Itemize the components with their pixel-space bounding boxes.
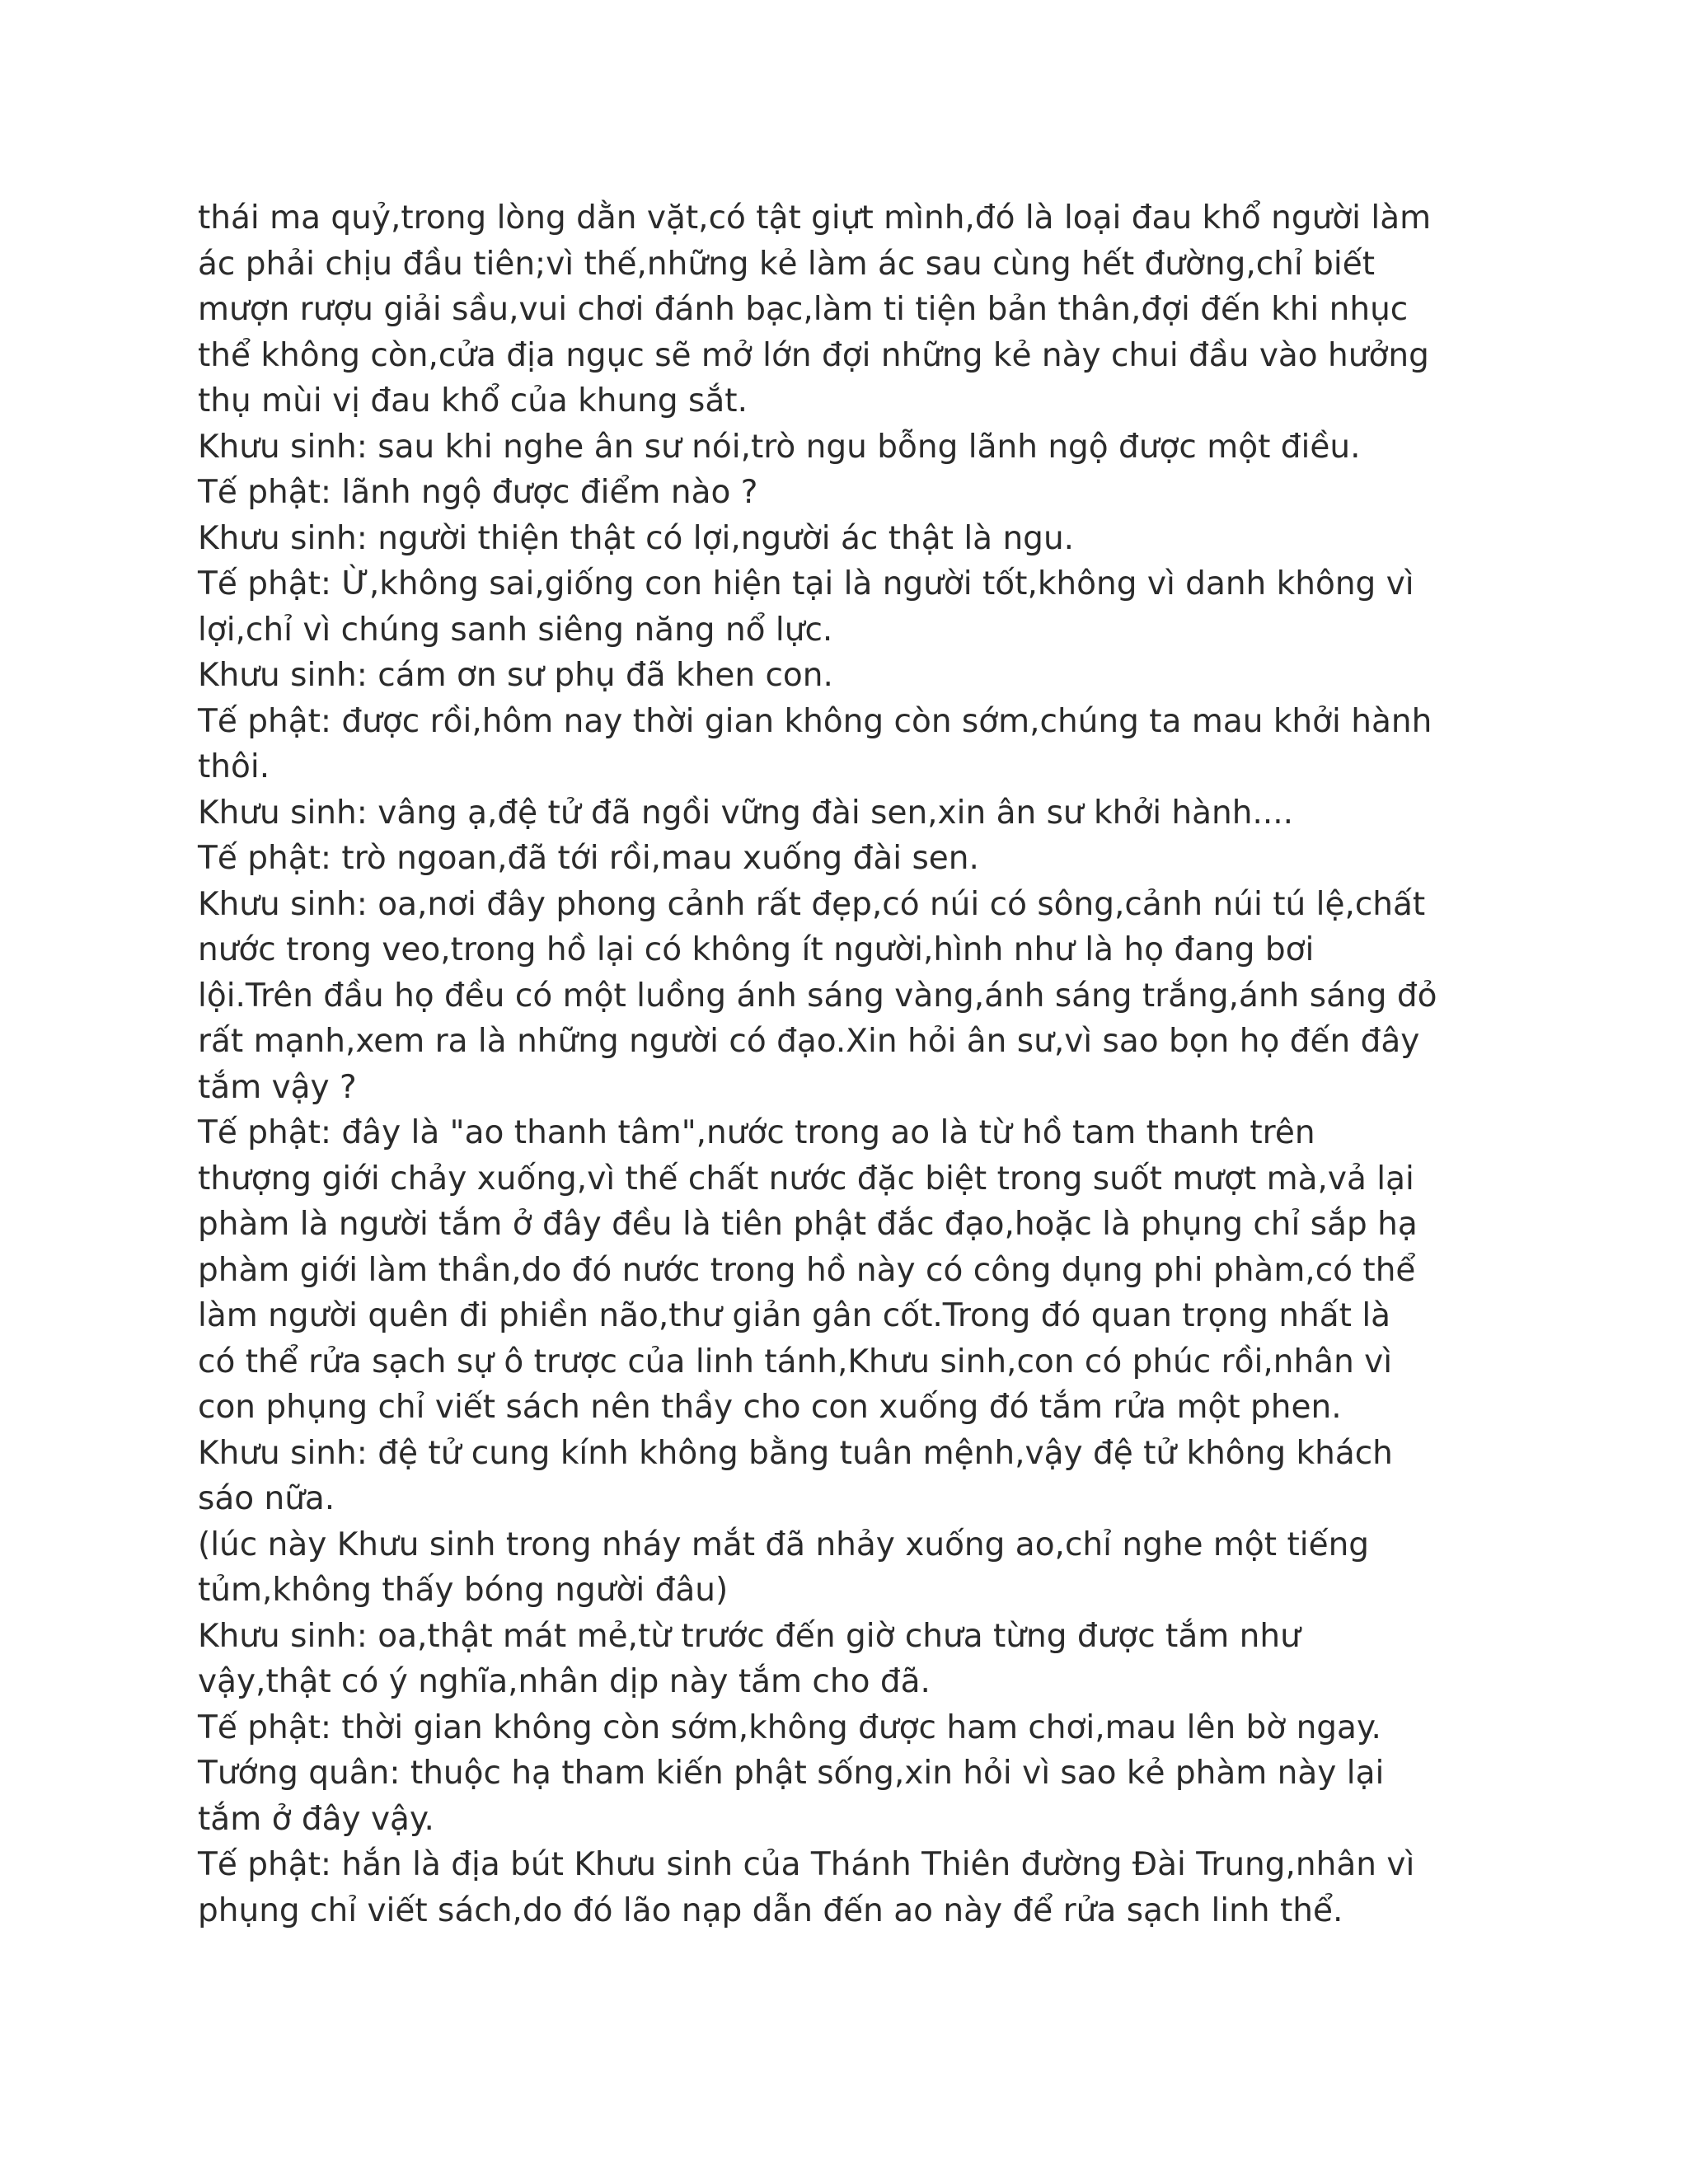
text-line: Tế phật: lãnh ngộ được điểm nào ? [198, 474, 758, 511]
text-line: lợi,chỉ vì chúng sanh siêng năng nổ lực. [198, 611, 833, 649]
text-line: phàm là người tắm ở đây đều là tiên phật đắc đạo,hoặc là phụng chỉ sắp hạ [198, 1206, 1418, 1243]
text-line: tắm vậy ? [198, 1068, 357, 1106]
text-line: Khưu sinh: oa,nơi đây phong cảnh rất đẹp,có núi có sông,cảnh núi tú lệ,chất [198, 885, 1426, 923]
text-line: nước trong veo,trong hồ lại có không ít người,hình như là họ đang bơi [198, 931, 1315, 968]
text-line: thể không còn,cửa địa ngục sẽ mở lớn đợi những kẻ này chui đầu vào hưởng [198, 336, 1429, 374]
text-line: Tế phật: đây là "ao thanh tâm",nước trong ao là từ hồ tam thanh trên [198, 1114, 1315, 1151]
text-line: Khưu sinh: cám ơn sư phụ đã khen con. [198, 657, 833, 694]
text-line: Tế phật: trò ngoan,đã tới rồi,mau xuống đài sen. [198, 840, 979, 877]
text-line: rất mạnh,xem ra là những người có đạo.Xin hỏi ân sư,vì sao bọn họ đến đây [198, 1023, 1420, 1060]
text-line: Khưu sinh: oa,thật mát mẻ,từ trước đến giờ chưa từng được tắm như [198, 1617, 1301, 1655]
text-line: Khưu sinh: người thiện thật có lợi,người ác thật là ngu. [198, 519, 1075, 557]
text-line: thôi. [198, 748, 270, 785]
text-line: vậy,thật có ý nghĩa,nhân dịp này tắm cho đã. [198, 1663, 931, 1700]
text-line: thượng giới chảy xuống,vì thế chất nước đặc biệt trong suốt mượt mà,vả lại [198, 1160, 1414, 1197]
text-line: Tế phật: hắn là địa bút Khưu sinh của Thánh Thiên đường Đài Trung,nhân vì [198, 1846, 1415, 1883]
text-line: Tế phật: Ừ,không sai,giống con hiện tại là người tốt,không vì danh không vì [198, 565, 1414, 602]
document-body-text [198, 195, 1550, 1933]
text-line: Khưu sinh: vâng ạ,đệ tử đã ngồi vững đài sen,xin ân sư khởi hành.... [198, 794, 1294, 832]
text-line: con phụng chỉ viết sách nên thầy cho con xuống đó tắm rửa một phen. [198, 1389, 1342, 1426]
text-line: Tướng quân: thuộc hạ tham kiến phật sống,xin hỏi vì sao kẻ phàm này lại [198, 1755, 1385, 1792]
text-line: Khưu sinh: sau khi nghe ân sư nói,trò ngu bỗng lãnh ngộ được một điều. [198, 428, 1361, 466]
text-line: (lúc này Khưu sinh trong nháy mắt đã nhảy xuống ao,chỉ nghe một tiếng [198, 1526, 1370, 1563]
text-line: Tế phật: thời gian không còn sớm,không được ham chơi,mau lên bờ ngay. [198, 1708, 1381, 1746]
text-line: lội.Trên đầu họ đều có một luồng ánh sáng vàng,ánh sáng trắng,ánh sáng đỏ [198, 977, 1437, 1015]
text-line: thụ mùi vị đau khổ của khung sắt. [198, 382, 748, 419]
text-line: phàm giới làm thần,do đó nước trong hồ này có công dụng phi phàm,có thể [198, 1251, 1416, 1289]
text-line: tắm ở đây vậy. [198, 1800, 434, 1838]
text-line: sáo nữa. [198, 1480, 335, 1517]
text-line: thái ma quỷ,trong lòng dằn vặt,có tật giựt mình,đó là loại đau khổ người làm [198, 199, 1432, 237]
text-line: mượn rượu giải sầu,vui chơi đánh bạc,làm ti tiện bản thân,đợi đến khi nhục [198, 291, 1409, 328]
text-line: làm người quên đi phiền não,thư giản gân cốt.Trong đó quan trọng nhất là [198, 1297, 1391, 1334]
text-line: có thể rửa sạch sự ô trược của linh tánh,Khưu sinh,con có phúc rồi,nhân vì [198, 1343, 1393, 1380]
text-line: Khưu sinh: đệ tử cung kính không bằng tuân mệnh,vậy đệ tử không khách [198, 1434, 1393, 1472]
text-line: tủm,không thấy bóng người đâu) [198, 1572, 729, 1609]
text-line: phụng chỉ viết sách,do đó lão nạp dẫn đến ao này để rửa sạch linh thể. [198, 1891, 1343, 1929]
text-line: ác phải chịu đầu tiên;vì thế,những kẻ làm ác sau cùng hết đường,chỉ biết [198, 245, 1376, 283]
text-line: Tế phật: được rồi,hôm nay thời gian không còn sớm,chúng ta mau khởi hành [198, 702, 1432, 740]
